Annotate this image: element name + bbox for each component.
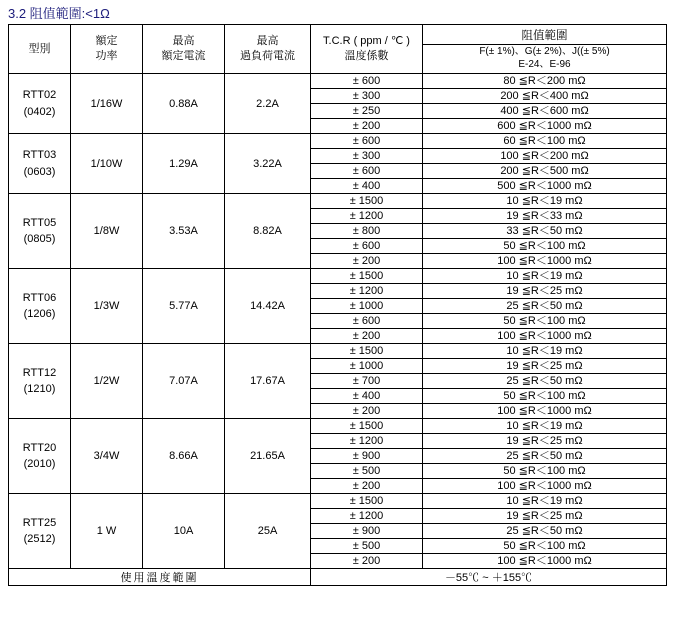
cell-power: 1/16W — [71, 74, 143, 134]
cell-resistance-range: 400 ≦R＜600 mΩ — [423, 104, 667, 119]
cell-overload-current: 8.82A — [225, 194, 311, 269]
cell-type-line1: RTT20 — [22, 441, 57, 454]
cell-type — [9, 134, 71, 194]
cell-resistance-range: 25 ≦R＜50 mΩ — [423, 524, 667, 539]
cell-rated-current: 3.53A — [143, 194, 225, 269]
cell-overload-current: 2.2A — [225, 74, 311, 134]
cell-power: 3/4W — [71, 419, 143, 494]
cell-type-line2: (1206) — [23, 308, 56, 320]
cell-resistance-range: 19 ≦R＜33 mΩ — [423, 209, 667, 224]
cell-type-line1: RTT12 — [22, 366, 57, 379]
table-row — [9, 494, 667, 509]
cell-type — [9, 74, 71, 134]
cell-resistance-range: 19 ≦R＜25 mΩ — [423, 284, 667, 299]
cell-power: 1/10W — [71, 134, 143, 194]
col-header-overload-current-line1: 最高 — [256, 35, 279, 48]
cell-tcr: ± 200 — [311, 404, 423, 419]
cell-tcr: ± 800 — [311, 224, 423, 239]
cell-tcr: ± 200 — [311, 254, 423, 269]
cell-resistance-range: 10 ≦R＜19 mΩ — [423, 494, 667, 509]
col-header-range-sub-line2: E-24、E-96 — [518, 58, 571, 70]
cell-tcr: ± 400 — [311, 389, 423, 404]
table-footer — [9, 569, 667, 586]
cell-resistance-range: 500 ≦R＜1000 mΩ — [423, 179, 667, 194]
cell-tcr: ± 900 — [311, 449, 423, 464]
cell-tcr: ± 1000 — [311, 359, 423, 374]
col-header-tcr-line2: 溫度係數 — [344, 50, 389, 62]
cell-resistance-range: 50 ≦R＜100 mΩ — [423, 239, 667, 254]
cell-rated-current: 5.77A — [143, 269, 225, 344]
cell-resistance-range: 50 ≦R＜100 mΩ — [423, 464, 667, 479]
cell-tcr: ± 600 — [311, 74, 423, 89]
table-header — [9, 25, 667, 74]
cell-type — [9, 494, 71, 569]
col-header-range-sub-line1: F(± 1%)、G(± 2%)、J((± 5%) — [479, 46, 610, 57]
cell-type — [9, 419, 71, 494]
cell-type-line2: (2010) — [23, 458, 56, 470]
cell-tcr: ± 600 — [311, 314, 423, 329]
cell-power: 1/8W — [71, 194, 143, 269]
col-header-rated-current — [143, 25, 225, 74]
cell-tcr: ± 200 — [311, 119, 423, 134]
cell-tcr: ± 700 — [311, 374, 423, 389]
cell-resistance-range: 200 ≦R＜400 mΩ — [423, 89, 667, 104]
cell-type-line2: (0603) — [23, 165, 56, 178]
cell-resistance-range: 100 ≦R＜1000 mΩ — [423, 254, 667, 269]
cell-type-line2: (1210) — [23, 383, 56, 395]
cell-tcr: ± 500 — [311, 539, 423, 554]
col-header-resistance-range — [423, 25, 667, 74]
cell-resistance-range: 10 ≦R＜19 mΩ — [423, 344, 667, 359]
cell-resistance-range: 100 ≦R＜200 mΩ — [423, 149, 667, 164]
cell-resistance-range: 80 ≦R＜200 mΩ — [423, 74, 667, 89]
cell-tcr: ± 1500 — [311, 494, 423, 509]
spec-table-container — [8, 24, 666, 586]
cell-resistance-range: 19 ≦R＜25 mΩ — [423, 359, 667, 374]
cell-overload-current: 21.65A — [225, 419, 311, 494]
cell-tcr: ± 600 — [311, 164, 423, 179]
cell-type — [9, 269, 71, 344]
cell-overload-current: 3.22A — [225, 134, 311, 194]
cell-tcr: ± 1500 — [311, 419, 423, 434]
col-header-power — [71, 25, 143, 74]
cell-resistance-range: 25 ≦R＜50 mΩ — [423, 299, 667, 314]
cell-power: 1 W — [71, 494, 143, 569]
cell-tcr: ± 900 — [311, 524, 423, 539]
table-body — [9, 74, 667, 569]
footer-value: －55℃ ~ ＋155℃ — [311, 569, 667, 586]
cell-type-line1: RTT06 — [22, 291, 57, 304]
col-header-power-line2: 功率 — [95, 50, 118, 62]
cell-resistance-range: 100 ≦R＜1000 mΩ — [423, 479, 667, 494]
resistance-range-table — [8, 24, 667, 586]
cell-overload-current: 25A — [225, 494, 311, 569]
cell-resistance-range: 50 ≦R＜100 mΩ — [423, 314, 667, 329]
cell-overload-current: 17.67A — [225, 344, 311, 419]
cell-power: 1/2W — [71, 344, 143, 419]
cell-rated-current: 10A — [143, 494, 225, 569]
cell-type — [9, 194, 71, 269]
cell-type-line2: (0402) — [23, 105, 56, 118]
col-header-rated-current-line2: 額定電流 — [161, 50, 206, 62]
cell-tcr: ± 600 — [311, 239, 423, 254]
cell-tcr: ± 1200 — [311, 209, 423, 224]
cell-resistance-range: 33 ≦R＜50 mΩ — [423, 224, 667, 239]
cell-resistance-range: 50 ≦R＜100 mΩ — [423, 539, 667, 554]
table-row — [9, 269, 667, 284]
cell-tcr: ± 200 — [311, 479, 423, 494]
col-header-tcr-line1: T.C.R ( ppm / ℃ ) — [323, 35, 410, 48]
cell-type-line2: (0805) — [23, 233, 56, 245]
cell-tcr: ± 1000 — [311, 299, 423, 314]
cell-rated-current: 7.07A — [143, 344, 225, 419]
col-header-power-line1: 額定 — [95, 35, 118, 48]
cell-type — [9, 344, 71, 419]
cell-resistance-range: 19 ≦R＜25 mΩ — [423, 509, 667, 524]
cell-resistance-range: 100 ≦R＜1000 mΩ — [423, 329, 667, 344]
cell-tcr: ± 300 — [311, 149, 423, 164]
cell-type-line1: RTT25 — [22, 516, 57, 529]
cell-overload-current: 14.42A — [225, 269, 311, 344]
table-row — [9, 344, 667, 359]
cell-resistance-range: 50 ≦R＜100 mΩ — [423, 389, 667, 404]
col-header-overload-current-line2: 過負荷電流 — [240, 50, 295, 62]
cell-tcr: ± 250 — [311, 104, 423, 119]
cell-tcr: ± 600 — [311, 134, 423, 149]
cell-type-line1: RTT02 — [22, 89, 57, 101]
col-header-range-sub — [423, 45, 666, 73]
footer-label: 使用溫度範圍 — [9, 569, 311, 586]
col-header-overload-current — [225, 25, 311, 74]
cell-resistance-range: 10 ≦R＜19 mΩ — [423, 269, 667, 284]
col-header-tcr — [311, 25, 423, 74]
cell-tcr: ± 1200 — [311, 434, 423, 449]
cell-tcr: ± 1200 — [311, 284, 423, 299]
cell-resistance-range: 600 ≦R＜1000 mΩ — [423, 119, 667, 134]
cell-resistance-range: 200 ≦R＜500 mΩ — [423, 164, 667, 179]
cell-tcr: ± 200 — [311, 329, 423, 344]
cell-type-line2: (2512) — [23, 533, 56, 545]
cell-rated-current: 0.88A — [143, 74, 225, 134]
table-row — [9, 194, 667, 209]
cell-resistance-range: 10 ≦R＜19 mΩ — [423, 194, 667, 209]
cell-tcr: ± 1500 — [311, 269, 423, 284]
col-header-range-title: 阻值範圍 — [423, 25, 666, 45]
cell-resistance-range: 100 ≦R＜1000 mΩ — [423, 554, 667, 569]
cell-rated-current: 8.66A — [143, 419, 225, 494]
cell-tcr: ± 300 — [311, 89, 423, 104]
cell-tcr: ± 1200 — [311, 509, 423, 524]
cell-tcr: ± 400 — [311, 179, 423, 194]
cell-type-line1: RTT05 — [22, 216, 57, 229]
col-header-rated-current-line1: 最高 — [172, 35, 195, 48]
col-header-type: 型別 — [9, 25, 71, 74]
table-row — [9, 74, 667, 89]
cell-tcr: ± 1500 — [311, 344, 423, 359]
table-row — [9, 134, 667, 149]
cell-tcr: ± 500 — [311, 464, 423, 479]
cell-resistance-range: 19 ≦R＜25 mΩ — [423, 434, 667, 449]
cell-resistance-range: 25 ≦R＜50 mΩ — [423, 449, 667, 464]
cell-rated-current: 1.29A — [143, 134, 225, 194]
cell-resistance-range: 100 ≦R＜1000 mΩ — [423, 404, 667, 419]
cell-resistance-range: 60 ≦R＜100 mΩ — [423, 134, 667, 149]
cell-resistance-range: 25 ≦R＜50 mΩ — [423, 374, 667, 389]
section-heading: 3.2 阻值範圍:<1Ω — [8, 6, 110, 21]
cell-resistance-range: 10 ≦R＜19 mΩ — [423, 419, 667, 434]
table-row — [9, 419, 667, 434]
cell-power: 1/3W — [71, 269, 143, 344]
cell-tcr: ± 200 — [311, 554, 423, 569]
cell-type-line1: RTT03 — [22, 149, 57, 161]
cell-tcr: ± 1500 — [311, 194, 423, 209]
